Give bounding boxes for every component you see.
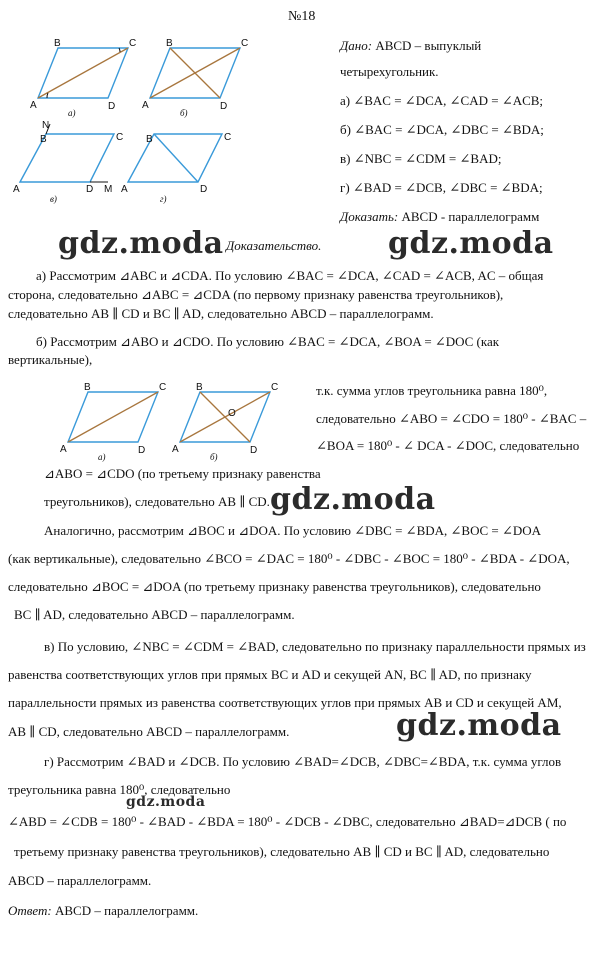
proof-heading: Доказательство. — [226, 238, 322, 253]
vertex-label: D — [220, 101, 228, 112]
paragraph-line: т.к. сумма углов треугольника равна 180⁰, — [316, 383, 548, 398]
vertex-label: D — [200, 184, 208, 195]
vertex-label: B — [166, 38, 173, 49]
vertex-label: A — [142, 100, 149, 111]
paragraph-line: ∠BOA = 180⁰ - ∠ DCA - ∠DOC, следовательно — [316, 438, 580, 453]
answer-label: Ответ: — [8, 903, 52, 918]
vertex-label: C — [271, 382, 279, 393]
vertex-label: B — [54, 38, 61, 49]
vertex-label: C — [116, 132, 124, 143]
vertex-label: C — [224, 132, 232, 143]
given-text: ABCD – выпуклый — [375, 38, 482, 53]
figure-g — [118, 120, 238, 206]
answer-line — [8, 903, 198, 919]
given-item: г) ∠BAD = ∠DCB, ∠DBC = ∠BDA; — [340, 180, 543, 195]
paragraph-line: BC ∥ AD, следовательно ABCD – параллелограмм. — [14, 607, 295, 622]
vertex-label: M — [104, 184, 113, 195]
vertex-label: A — [121, 184, 128, 195]
vertex-label: B — [84, 382, 91, 393]
figure-b-small — [170, 382, 290, 464]
prove-text: ABCD - параллелограмм — [401, 209, 540, 224]
paragraph-line: сторона, следовательно ⊿ABC = ⊿CDA (по первому признаку равенства треугольников), — [8, 287, 504, 302]
paragraph-line: а) Рассмотрим ⊿ABC и ⊿CDA. По условию ∠BAC = ∠DCA, ∠CAD = ∠ACB, AC – общая — [36, 268, 544, 283]
watermark: gdz.moda — [270, 482, 436, 517]
figure-b — [140, 38, 250, 120]
paragraph-line: ∠ABD = ∠CDB = 180⁰ - ∠BAD - ∠BDA = 180⁰ - ∠DCB - ∠DBC, следовательно ⊿BAD=⊿DCB ( по — [8, 814, 567, 829]
vertex-label: C — [129, 38, 137, 49]
vertex-label: A — [172, 444, 179, 455]
paragraph-line: Аналогично, рассмотрим ⊿BOC и ⊿DOA. По условию ∠DBC = ∠BDA, ∠BOC = ∠DOA — [44, 523, 542, 538]
given-line2: четырехугольник. — [340, 64, 439, 79]
given-item: в) ∠NBC = ∠CDM = ∠BAD; — [340, 151, 502, 166]
paragraph-line: следовательно AB ∥ CD и BC ∥ AD, следовательно ABCD – параллелограмм. — [8, 306, 434, 321]
vertex-label: D — [86, 184, 94, 195]
vertex-label: C — [159, 382, 167, 393]
vertex-label: O — [228, 408, 236, 419]
vertex-label: A — [13, 184, 20, 195]
figure-caption: б) — [210, 452, 218, 462]
paragraph-line: в) По условию, ∠NBC = ∠CDM = ∠BAD, следовательно по признаку параллельности прямых из — [44, 639, 586, 654]
vertex-label: B — [146, 134, 153, 145]
figure-caption: г) — [160, 194, 167, 204]
figure-a-small — [58, 382, 168, 464]
problem-number: №18 — [288, 9, 316, 24]
figure-caption: а) — [98, 452, 106, 462]
given-label: Дано: — [340, 38, 373, 53]
figure-caption: а) — [68, 108, 76, 118]
paragraph-line: следовательно ⊿BOC = ⊿DOA (по третьему признаку равенства треугольников), следовательно — [8, 579, 541, 594]
watermark: gdz.moda — [388, 226, 554, 261]
watermark: gdz.moda — [126, 794, 206, 810]
vertex-label: B — [40, 134, 47, 145]
paragraph-line: ⊿ABO = ⊿CDO (по третьему признаку равенства — [44, 466, 321, 481]
figure-caption: б) — [180, 108, 188, 118]
watermark: gdz.moda — [58, 226, 224, 261]
paragraph-line: треугольника равна 180⁰, следовательно — [8, 782, 231, 797]
paragraph-line: г) Рассмотрим ∠BAD и ∠DCB. По условию ∠BAD=∠DCB, ∠DBC=∠BDA, т.к. сумма углов — [44, 754, 562, 769]
vertex-label: D — [108, 101, 116, 112]
given-line1 — [340, 38, 481, 54]
given-item: а) ∠BAC = ∠DCA, ∠CAD = ∠ACB; — [340, 93, 544, 108]
paragraph-line: AB ∥ CD, следовательно ABCD – параллелограмм. — [8, 724, 290, 739]
given-item: б) ∠BAC = ∠DCA, ∠DBC = ∠BDA; — [340, 122, 544, 137]
figure-v — [10, 120, 130, 206]
vertex-label: D — [250, 445, 258, 456]
figure-caption: в) — [50, 194, 57, 204]
vertex-label: B — [196, 382, 203, 393]
paragraph-line: третьему признаку равенства треугольников), следовательно AB ∥ CD и BC ∥ AD, следовательно — [14, 844, 550, 859]
vertex-label: D — [138, 445, 146, 456]
paragraph-line: равенства соответствующих углов при прямых BC и AD и секущей AN, BC ∥ AD, по признаку — [8, 667, 532, 682]
prove-line — [340, 209, 539, 225]
paragraph-line: б) Рассмотрим ⊿ABO и ⊿CDO. По условию ∠BAC = ∠DCA, ∠BOA = ∠DOC (как — [36, 334, 500, 349]
vertex-label: A — [30, 100, 37, 111]
prove-label: Доказать: — [340, 209, 399, 224]
figure-a — [28, 38, 138, 120]
paragraph-line: следовательно ∠ABO = ∠CDO = 180⁰ - ∠BAC – — [316, 411, 587, 426]
vertex-label: A — [60, 444, 67, 455]
paragraph-line: параллельности прямых из равенства соответствующих углов при прямых AB и CD и секущей AM, — [8, 695, 562, 710]
watermark: gdz.moda — [396, 708, 562, 743]
paragraph-line: вертикальные), — [8, 352, 93, 367]
vertex-label: C — [241, 38, 249, 49]
answer-text: ABCD – параллелограмм. — [55, 903, 199, 918]
vertex-label: N — [42, 120, 50, 131]
paragraph-line: (как вертикальные), следовательно ∠BCO = ∠DAC = 180⁰ - ∠DBC - ∠BOC = 180⁰ - ∠BDA - ∠DOA, — [8, 551, 570, 566]
paragraph-line: треугольников), следовательно AB ∥ CD. — [44, 494, 270, 509]
paragraph-line: ABCD – параллелограмм. — [8, 873, 152, 888]
